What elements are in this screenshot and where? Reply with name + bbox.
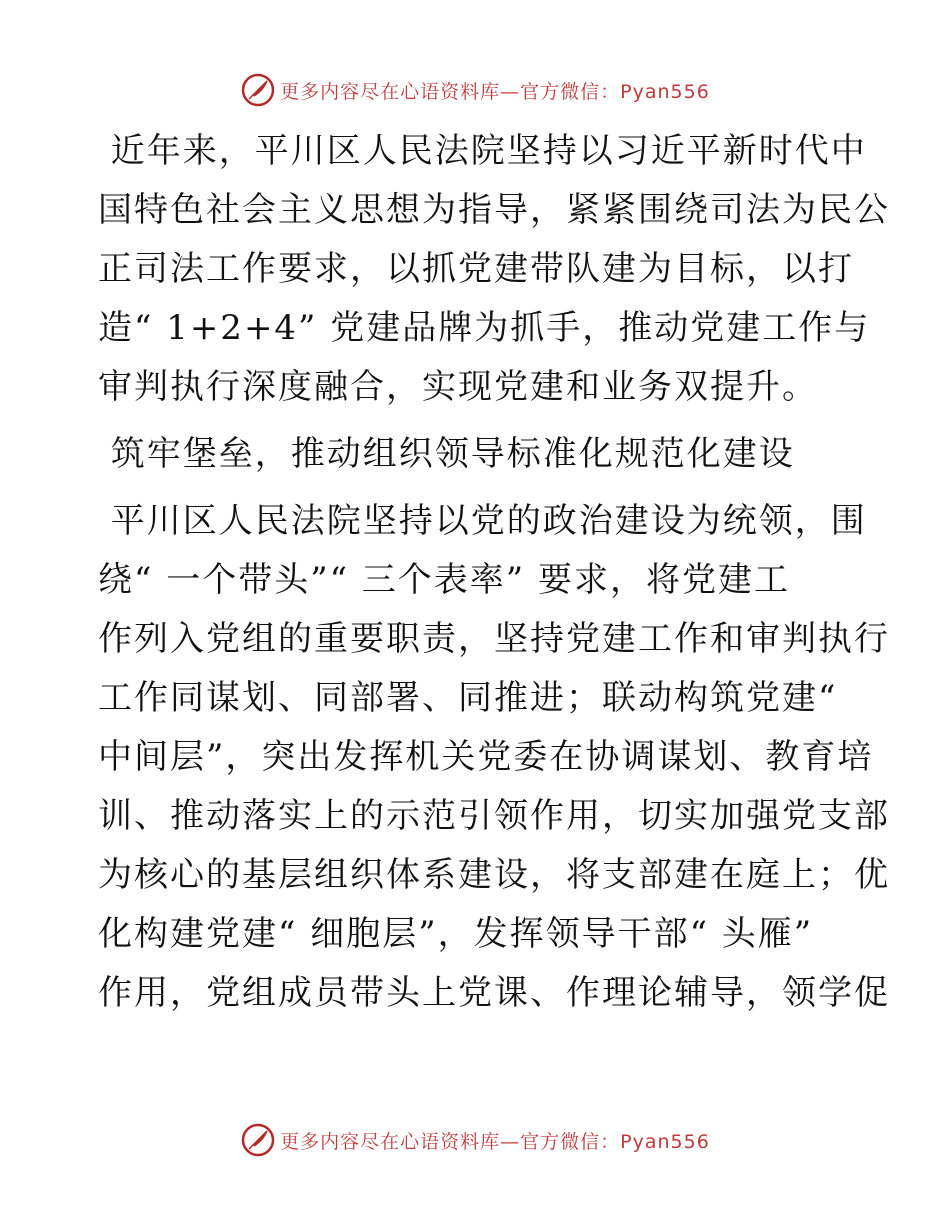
text-line: 作用，党组成员带头上党课、作理论辅导，领学促 [98, 973, 890, 1013]
banner-text: 更多内容尽在心语资料库— [280, 1130, 521, 1153]
text-line: 正司法工作要求，以抓党建带队建为目标，以打 [98, 249, 854, 289]
text-line: 平川区人民法院坚持以党的政治建设为统领，围 [98, 501, 867, 541]
paragraph-body [98, 492, 890, 1023]
banner-text: 更多内容尽在心语资料库— [280, 80, 521, 103]
document-body [98, 122, 890, 1023]
paragraph-intro [98, 122, 890, 417]
text-line: 工作同谋划、同部署、同推进；联动构筑党建“ [98, 678, 838, 718]
text-line: 训、推动落实上的示范引领作用，切实加强党支部 [98, 796, 890, 836]
text-line: 造“ 1+2+4” 党建品牌为抓手，推动党建工作与 [98, 308, 871, 348]
header-banner [0, 70, 950, 110]
text-line: 作列入党组的重要职责，坚持党建工作和审判执行 [98, 619, 890, 659]
text-line: 近年来，平川区人民法院坚持以习近平新时代中 [98, 131, 867, 171]
quill-logo-icon [240, 72, 276, 108]
banner-wechat: 官方微信：Pyan556 [520, 80, 710, 103]
text-line: 中间层”，突出发挥机关党委在协调谋划、教育培 [98, 737, 874, 777]
section-heading [98, 425, 858, 484]
text-line: 绕“ 一个带头”“ 三个表率” 要求，将党建工 [98, 560, 790, 600]
text-line: 审判执行深度融合，实现党建和业务双提升。 [98, 367, 818, 407]
text-line: 化构建党建“ 细胞层”，发挥领导干部“ 头雁” [98, 914, 814, 954]
text-line: 为核心的基层组织体系建设，将支部建在庭上；优 [98, 855, 890, 895]
text-line: 国特色社会主义思想为指导，紧紧围绕司法为民公 [98, 190, 890, 230]
quill-logo-icon [240, 1122, 276, 1158]
text-line: 筑牢堡垒，推动组织领导标准化规范化建设 [98, 434, 795, 474]
footer-banner [0, 1120, 950, 1160]
banner-wechat: 官方微信：Pyan556 [520, 1130, 710, 1153]
